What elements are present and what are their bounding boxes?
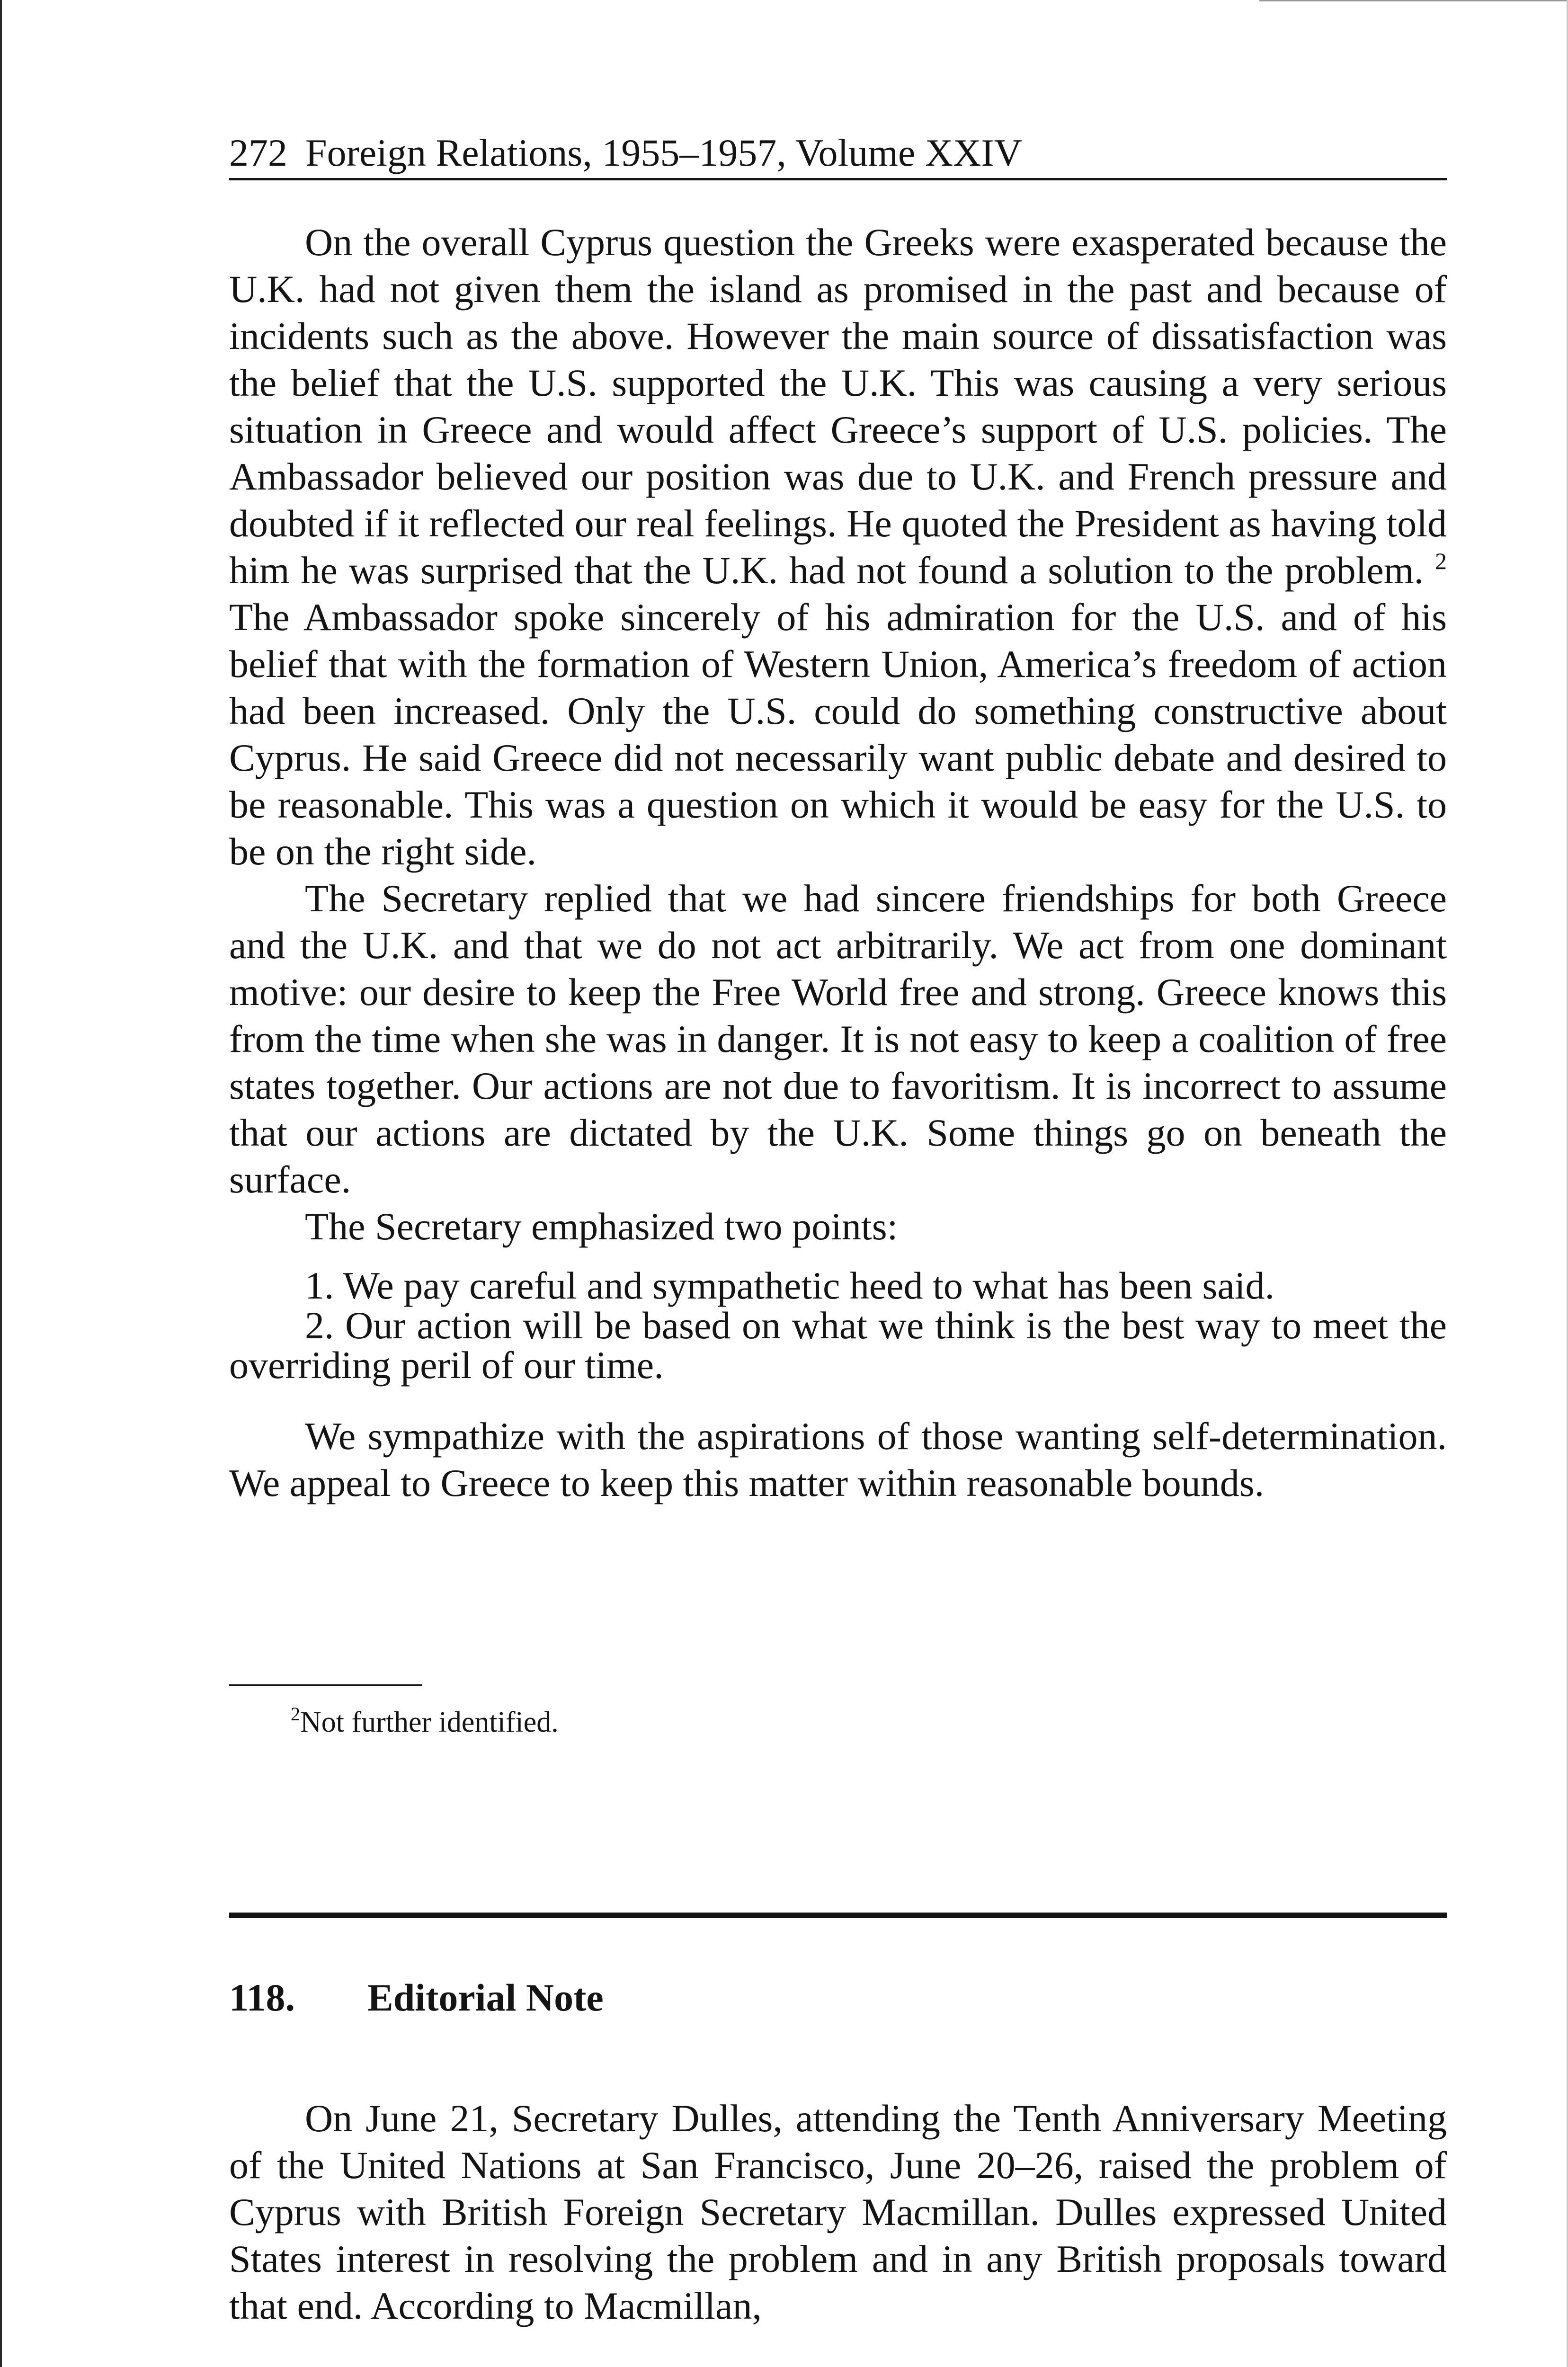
section-heading [229,1974,604,2021]
paragraph-secretary-reply: The Secretary replied that we had sincere friendships for both Greece and the U.K. and that we do not act arbitrarily. We act from one dominant motive: our desire to keep the Free World free and strong. Greece knows this from the time when she was in danger. It is not easy to keep a coalition of free states together. Our actions are not due to favoritism. It is incorrect to assume that our actions are dictated by the U.K. Some things go on beneath the surface. [229,877,1447,1201]
document-number: 118. [229,1976,295,2019]
paragraph-two-points-intro: The Secretary emphasized two points: [305,1205,898,1248]
paragraph-text: On the overall Cyprus question the Greeks were exasperated because the U.K. had not given them the island as promised in the past and because of incidents such as the above. However the main source of dissatisfaction was the belief that the U.S. supported the U.K. This was causing a very serious situation in Greece and would affect Greece’s support of U.S. policies. The Ambassador believed our position was due to U.K. and French pressure and doubted if it reflected our real feelings. He quoted the President as having told him he was surprised that the U.K. had not found a solution to the problem. [229,221,1447,592]
numbered-points-list [229,1266,1447,1385]
list-item: 1. We pay careful and sympathetic heed to what has been said. [305,1264,1274,1307]
scan-border-left [0,0,2,2367]
paragraph-text: The Ambassador spoke sincerely of his admiration for the U.S. and of his belief that with the formation of Western Union, America’s freedom of action had been increased. Only the U.S. could do something constructive about Cyprus. He said Greece did not necessarily want public debate and desired to be reasonable. This was a question on which it would be easy for the U.S. to be on the right side. [229,596,1447,873]
footnote-divider [229,1684,422,1686]
paragraph-greek-position [229,219,1447,875]
paragraph-dulles-macmillan: On June 21, Secretary Dulles, attending the Tenth Anniversary Meeting of the United Nations at San Francisco, June 20–26, raised the problem of Cyprus with British Foreign Secretary Macmillan. Dulles expressed United States interest in resolving the problem and in any British proposals toward that end. According to Macmillan, [229,2097,1447,2327]
running-head [229,128,1447,180]
section-title: Editorial Note [367,1976,604,2019]
footnote-marker: 2 [291,1703,300,1725]
paragraph-self-determination: We sympathize with the aspirations of those wanting self-determination. We appeal to Greece to keep this matter within reasonable bounds. [229,1415,1447,1504]
page-number: 272 [229,131,287,174]
footnote [291,1703,559,1741]
editorial-note-body [229,2095,1447,2329]
footnote-text: Not further identified. [300,1706,559,1738]
scan-border-top [1259,0,1568,1]
document-body [229,219,1447,1506]
section-divider [229,1913,1447,1918]
publication-title: Foreign Relations, 1955–1957, Volume XXIV [305,131,1022,174]
list-item: 2. Our action will be based on what we think is the best way to meet the overriding peril of our time. [229,1304,1447,1387]
footnote-reference: 2 [1435,548,1447,574]
